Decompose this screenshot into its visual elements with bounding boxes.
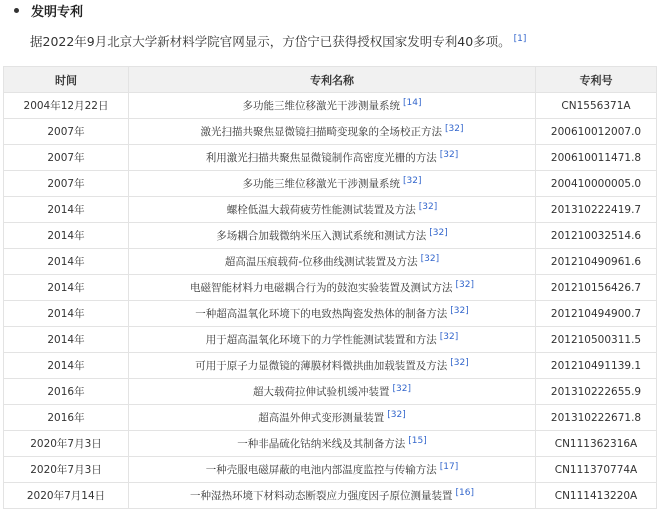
table-row [4,431,657,457]
cell-name [129,457,536,483]
citation-link[interactable]: [15] [408,435,427,446]
cell-name [129,431,536,457]
header-name: 专利名称 [129,67,536,93]
patent-name: 超高温压痕载荷-位移曲线测试装置及方法 [224,256,418,268]
cell-name [129,171,536,197]
cell-number: 201210490961.6 [536,249,657,275]
cell-name [129,93,536,119]
table-row [4,457,657,483]
patent-name: 一种湿热环境下材料动态断裂应力强度因子原位测量装置 [190,490,453,502]
cell-time: 2014年 [4,275,129,301]
cell-name [129,379,536,405]
cell-name [129,197,536,223]
header-time: 时间 [4,67,129,93]
patent-name: 多场耦合加载微纳米压入测试系统和测试方法 [216,230,427,242]
cell-number: 201210494900.7 [536,301,657,327]
table-row [4,483,657,509]
cell-number: 201310222671.8 [536,405,657,431]
table-row [4,275,657,301]
bullet-icon [14,8,19,13]
cell-name [129,327,536,353]
patent-name: 多功能三维位移激光干涉测量系统 [242,100,400,112]
patent-table [3,66,657,509]
cell-name [129,275,536,301]
table-row [4,223,657,249]
intro-paragraph [30,32,526,50]
cell-number: 200610011471.8 [536,145,657,171]
patent-name: 螺栓低温大载荷疲劳性能测试装置及方法 [226,204,416,216]
cell-number: CN111370774A [536,457,657,483]
table-row [4,353,657,379]
cell-number: 200610012007.0 [536,119,657,145]
header-number: 专利号 [536,67,657,93]
table-row [4,301,657,327]
cell-number: 200410000005.0 [536,171,657,197]
cell-number: 201210156426.7 [536,275,657,301]
cell-time: 2014年 [4,197,129,223]
citation-link[interactable]: [14] [403,97,422,108]
cell-time: 2014年 [4,223,129,249]
patent-name: 一种壳服电磁屏蔽的电池内部温度监控与传输方法 [205,464,437,476]
cell-name [129,249,536,275]
table-row [4,405,657,431]
cell-number: CN111362316A [536,431,657,457]
cell-time: 2016年 [4,379,129,405]
cell-name [129,145,536,171]
cell-name [129,301,536,327]
table-row [4,249,657,275]
table-body [4,93,657,509]
section-heading [12,0,83,20]
citation-link[interactable]: [32] [439,149,459,160]
cell-number: CN1556371A [536,93,657,119]
table-row [4,171,657,197]
cell-time: 2007年 [4,119,129,145]
patent-name: 一种非晶硫化钴纳米线及其制备方法 [237,438,406,450]
patent-name: 超大载荷拉伸试验机缓冲装置 [253,386,390,398]
section-title: 发明专利 [31,4,84,20]
patent-name: 利用激光扫描共聚焦显微镜制作高密度光栅的方法 [205,152,437,164]
cell-name [129,405,536,431]
cell-number: 201210491139.1 [536,353,657,379]
citation-link[interactable]: [32] [439,331,459,342]
citation-link[interactable]: [1] [513,33,527,44]
patent-name: 可用于原子力显微镜的薄膜材料微拱曲加载装置及方法 [195,360,448,372]
cell-name [129,483,536,509]
table-row [4,379,657,405]
patent-name: 电磁智能材料力电磁耦合行为的鼓泡实验装置及测试方法 [190,282,453,294]
citation-link[interactable]: [32] [403,175,422,186]
patent-name: 激光扫描共聚焦显微镜扫描畸变现象的全场校正方法 [200,126,442,138]
patent-name: 超高温外伸式变形测量装置 [258,412,385,424]
citation-link[interactable]: [32] [445,123,464,134]
cell-number: CN111413220A [536,483,657,509]
table-row [4,327,657,353]
cell-time: 2016年 [4,405,129,431]
cell-time: 2020年7月3日 [4,431,129,457]
citation-link[interactable]: [32] [455,279,474,290]
table-row [4,197,657,223]
cell-time: 2020年7月3日 [4,457,129,483]
cell-name [129,119,536,145]
citation-link[interactable]: [32] [418,201,438,212]
citation-link[interactable]: [32] [450,305,469,316]
citation-link[interactable]: [32] [429,227,448,238]
table-row [4,93,657,119]
cell-name [129,353,536,379]
citation-link[interactable]: [17] [439,461,459,472]
intro-text: 据2022年9月北京大学新材料学院官网显示，方岱宁已获得授权国家发明专利40多项。 [30,34,511,49]
cell-time: 2014年 [4,353,129,379]
table-row [4,119,657,145]
cell-time: 2020年7月14日 [4,483,129,509]
cell-time: 2004年12月22日 [4,93,129,119]
cell-number: 201210500311.5 [536,327,657,353]
citation-link[interactable]: [32] [420,253,440,264]
cell-number: 201310222419.7 [536,197,657,223]
table-header-row [4,67,657,93]
table-row [4,145,657,171]
cell-number: 201210032514.6 [536,223,657,249]
citation-link[interactable]: [32] [387,409,406,420]
citation-link[interactable]: [32] [450,357,469,368]
patent-name: 多功能三维位移激光干涉测量系统 [242,178,400,190]
cell-time: 2014年 [4,301,129,327]
citation-link[interactable]: [32] [392,383,411,394]
patent-name: 一种超高温氧化环境下的电致热陶瓷发热体的制备方法 [195,308,448,320]
cell-name [129,223,536,249]
cell-time: 2007年 [4,171,129,197]
cell-time: 2007年 [4,145,129,171]
cell-number: 201310222655.9 [536,379,657,405]
cell-time: 2014年 [4,249,129,275]
cell-time: 2014年 [4,327,129,353]
patent-name: 用于超高温氧化环境下的力学性能测试装置和方法 [205,334,437,346]
citation-link[interactable]: [16] [455,487,474,498]
